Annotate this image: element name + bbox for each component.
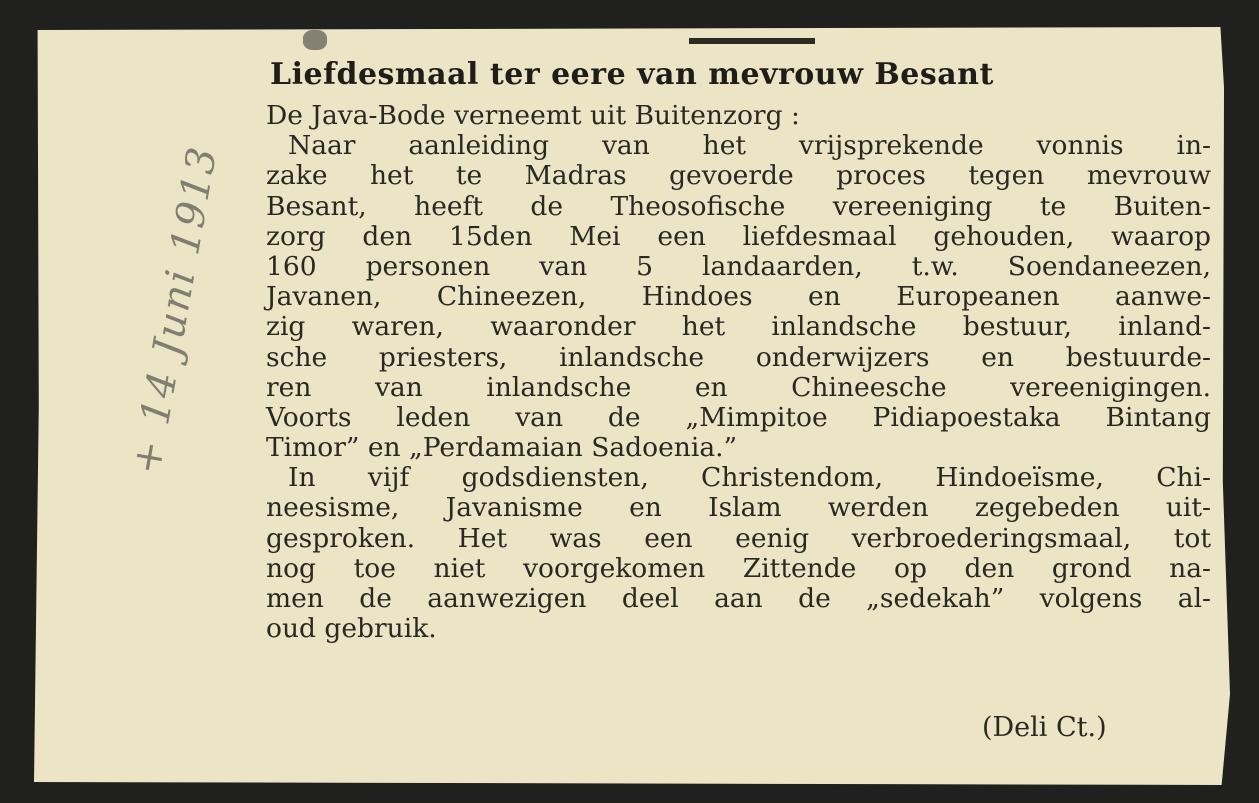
source-attribution: (Deli Ct.)	[982, 712, 1107, 743]
article-line: sche priesters, inlandsche onderwijzers en bestuurde-	[266, 341, 1211, 373]
ink-smudge	[303, 30, 327, 50]
article-line: Javanen, Chineezen, Hindoes en Europeanen aanwe-	[266, 281, 1211, 313]
article-line: nog toe niet voorgekomen Zittende op den grond na-	[266, 552, 1211, 584]
article-line: gesproken. Het was een eenig verbroederingsmaal, tot	[266, 522, 1211, 554]
handwritten-date-annotation: + 14 Juni 1913	[123, 142, 227, 478]
article-body	[266, 101, 1211, 644]
article-headline: Liefdesmaal ter eere van mevrouw Besant	[270, 57, 994, 92]
article-line: zake het te Madras gevoerde proces tegen mevrouw	[266, 160, 1211, 192]
article-line: De Java-Bode verneemt uit Buitenzorg :	[266, 100, 800, 131]
article-line: 160 personen van 5 landaarden, t.w. Soendaneezen,	[266, 250, 1211, 282]
article-line: Naar aanleiding van het vrijsprekende vonnis in-	[288, 130, 1211, 162]
article-line: In vijf godsdiensten, Christendom, Hindoeïsme, Chi-	[288, 462, 1211, 494]
article-line: Besant, heeft de Theosofische vereeniging te Buiten-	[266, 190, 1211, 222]
article-line: men de aanwezigen deel aan de „sedekah” volgens al-	[266, 583, 1211, 614]
article-line: neesisme, Javanisme en Islam werden zegebeden uit-	[266, 492, 1211, 524]
article-line: Voorts leden van de „Mimpitoe Pidiapoestaka Bintang	[266, 401, 1211, 433]
article-line: Timor” en „Perdamaian Sadoenia.”	[266, 432, 738, 464]
article-line: zig waren, waaronder het inlandsche bestuur, inland-	[266, 311, 1211, 343]
article-line: oud gebruik.	[266, 613, 437, 645]
article-line: zorg den 15den Mei een liefdesmaal gehouden, waarop	[266, 220, 1211, 252]
article-line: ren van inlandsche en Chineesche vereenigingen.	[266, 371, 1211, 403]
separator-rule	[689, 38, 815, 44]
